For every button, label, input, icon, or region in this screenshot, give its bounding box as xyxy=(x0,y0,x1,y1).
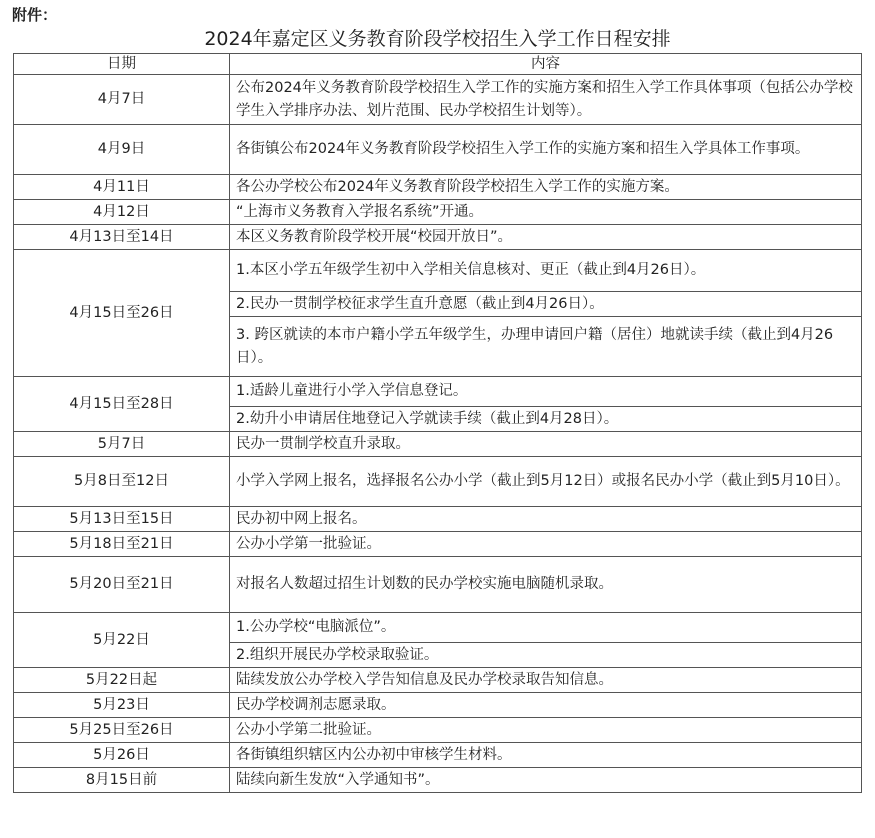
table-row xyxy=(14,768,862,793)
date-cell: 4月15日至28日 xyxy=(14,377,230,432)
date-cell: 5月26日 xyxy=(14,743,230,768)
table-header-row xyxy=(14,54,862,75)
content-cell: 2.组织开展民办学校录取验证。 xyxy=(230,643,862,668)
date-cell: 4月9日 xyxy=(14,125,230,175)
date-cell: 5月22日起 xyxy=(14,668,230,693)
date-cell: 5月18日至21日 xyxy=(14,532,230,557)
table-row xyxy=(14,75,862,125)
table-row xyxy=(14,507,862,532)
table-row xyxy=(14,377,862,407)
document-title: 2024年嘉定区义务教育阶段学校招生入学工作日程安排 xyxy=(204,28,671,50)
date-cell: 5月23日 xyxy=(14,693,230,718)
content-cell: 2.幼升小申请居住地登记入学就读手续（截止到4月28日）。 xyxy=(230,407,862,432)
table-row xyxy=(14,718,862,743)
table-row xyxy=(14,125,862,175)
date-cell: 5月22日 xyxy=(14,613,230,668)
date-cell: 8月15日前 xyxy=(14,768,230,793)
content-cell: 陆续向新生发放“入学通知书”。 xyxy=(230,768,862,793)
content-cell: 对报名人数超过招生计划数的民办学校实施电脑随机录取。 xyxy=(230,557,862,613)
content-cell: 1.本区小学五年级学生初中入学相关信息核对、更正（截止到4月26日）。 xyxy=(230,250,862,292)
date-cell: 5月7日 xyxy=(14,432,230,457)
table-row xyxy=(14,200,862,225)
content-cell: 3. 跨区就读的本市户籍小学五年级学生，办理申请回户籍（居住）地就读手续（截止到4月26日）。 xyxy=(230,317,862,377)
table-row xyxy=(14,175,862,200)
content-cell: 民办初中网上报名。 xyxy=(230,507,862,532)
content-cell: 公布2024年义务教育阶段学校招生入学工作的实施方案和招生入学工作具体事项（包括公办学校学生入学排序办法、划片范围、民办学校招生计划等）。 xyxy=(230,75,862,125)
content-cell: 小学入学网上报名，选择报名公办小学（截止到5月12日）或报名民办小学（截止到5月10日）。 xyxy=(230,457,862,507)
content-cell: 1.公办学校“电脑派位”。 xyxy=(230,613,862,643)
date-cell: 4月13日至14日 xyxy=(14,225,230,250)
date-cell: 4月15日至26日 xyxy=(14,250,230,377)
content-cell: 民办一贯制学校直升录取。 xyxy=(230,432,862,457)
date-cell: 5月13日至15日 xyxy=(14,507,230,532)
table-row xyxy=(14,557,862,613)
date-cell: 4月7日 xyxy=(14,75,230,125)
table-row xyxy=(14,225,862,250)
date-cell: 5月20日至21日 xyxy=(14,557,230,613)
date-cell: 4月12日 xyxy=(14,200,230,225)
table-row xyxy=(14,250,862,292)
date-cell: 4月11日 xyxy=(14,175,230,200)
table-row xyxy=(14,532,862,557)
content-cell: 民办学校调剂志愿录取。 xyxy=(230,693,862,718)
content-cell: 各公办学校公布2024年义务教育阶段学校招生入学工作的实施方案。 xyxy=(230,175,862,200)
table-row xyxy=(14,668,862,693)
content-cell: 公办小学第一批验证。 xyxy=(230,532,862,557)
content-cell: 各街镇公布2024年义务教育阶段学校招生入学工作的实施方案和招生入学具体工作事项。 xyxy=(230,125,862,175)
attachment-label: 附件： xyxy=(12,6,58,24)
content-cell: 2.民办一贯制学校征求学生直升意愿（截止到4月26日）。 xyxy=(230,292,862,317)
date-cell: 5月25日至26日 xyxy=(14,718,230,743)
content-cell: “上海市义务教育入学报名系统”开通。 xyxy=(230,200,862,225)
table-row xyxy=(14,613,862,643)
table-row xyxy=(14,743,862,768)
content-cell: 陆续发放公办学校入学告知信息及民办学校录取告知信息。 xyxy=(230,668,862,693)
schedule-body xyxy=(14,75,862,793)
column-header-date: 日期 xyxy=(14,54,230,75)
table-row xyxy=(14,432,862,457)
date-cell: 5月8日至12日 xyxy=(14,457,230,507)
schedule-table xyxy=(13,53,862,793)
content-cell: 各街镇组织辖区内公办初中审核学生材料。 xyxy=(230,743,862,768)
content-cell: 1.适龄儿童进行小学入学信息登记。 xyxy=(230,377,862,407)
column-header-content: 内容 xyxy=(230,54,862,75)
content-cell: 公办小学第二批验证。 xyxy=(230,718,862,743)
table-row xyxy=(14,457,862,507)
content-cell: 本区义务教育阶段学校开展“校园开放日”。 xyxy=(230,225,862,250)
table-row xyxy=(14,693,862,718)
